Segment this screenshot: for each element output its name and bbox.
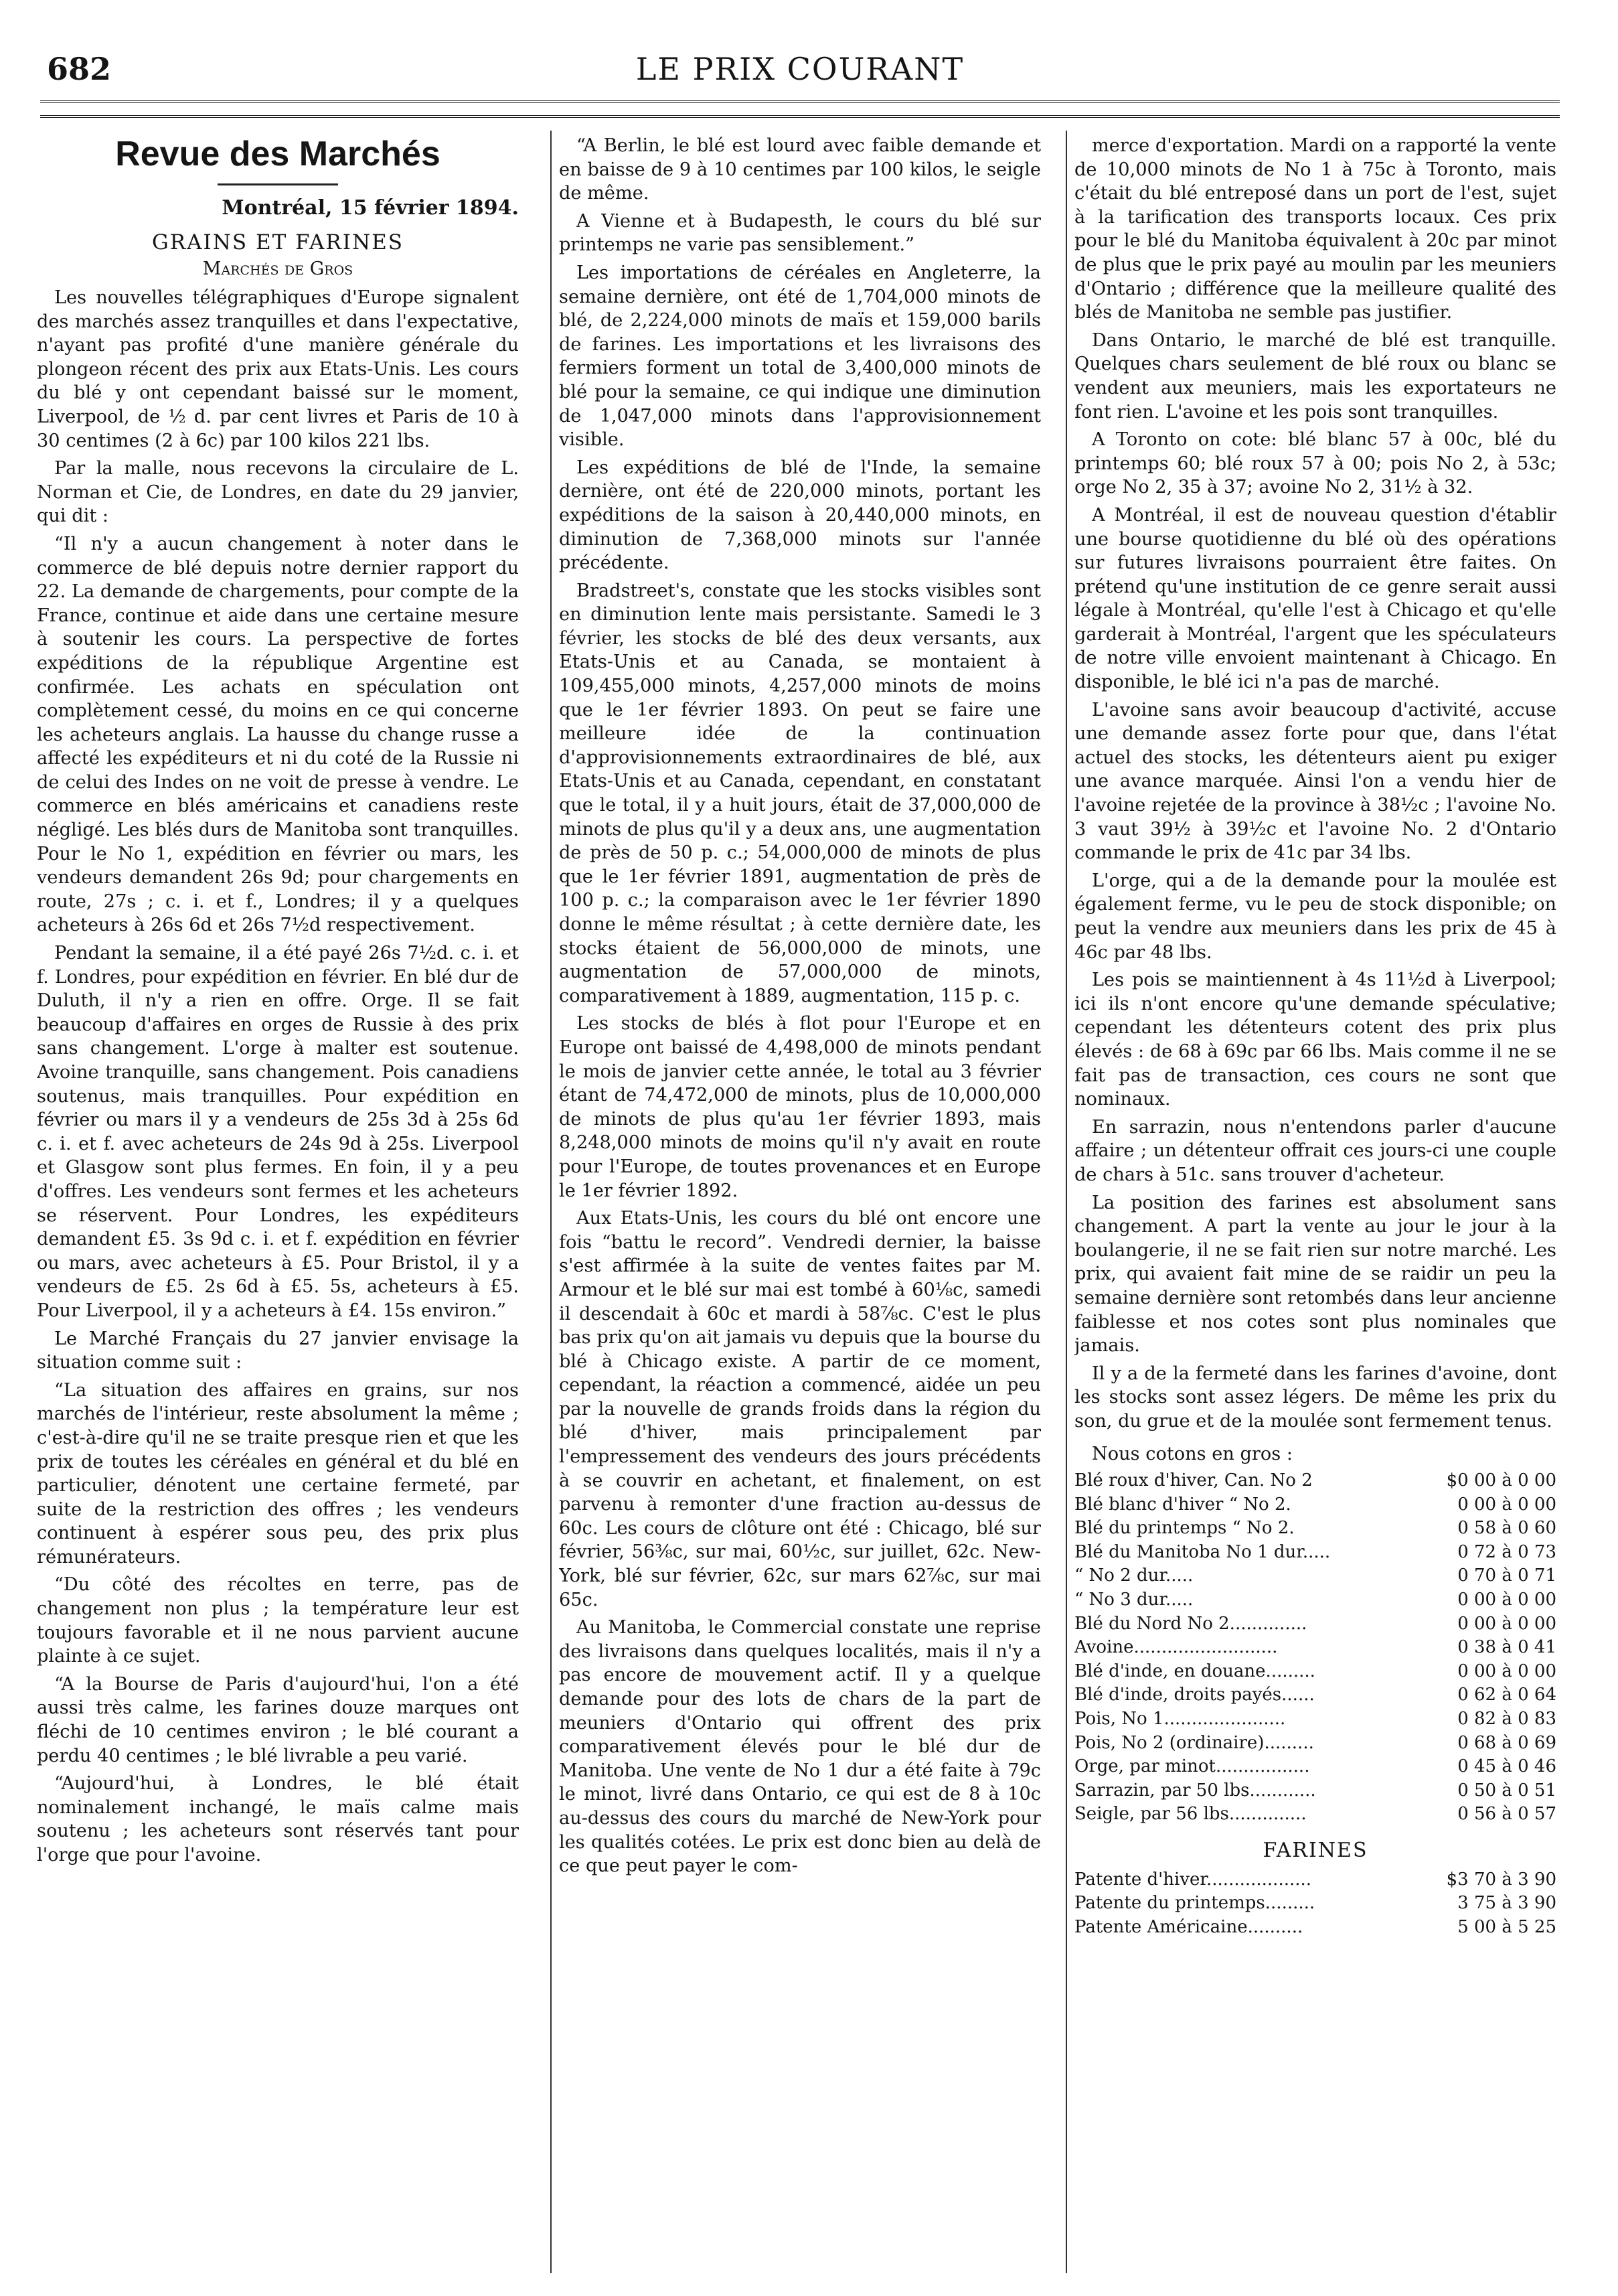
price-row (1074, 1636, 1556, 1660)
price-row (1074, 1755, 1556, 1779)
paragraph: Aux Etats-Unis, les cours du blé ont encore une fois “battu le record”. Vendredi dernier, la baisse s'est affirmée à la suite de ventes faites par M. Armour et le blé sur mai est tombé à 60⅛c, samedi il descendait à 60c et mardi à 58⅞c. C'est le plus bas prix qu'on ait jamais vu depuis que la bourse du blé à Chicago existe. A partir de ce moment, cependant, la réaction a commencé, aidée un peu par la nouvelle de grands froids dans la région du blé d'hiver, mais principalement par l'empressement des vendeurs des jours précédents à se couvrir en achetant, et finalement, on est parvenu à remonter d'une fraction au-dessus de 60c. Les cours de clôture ont été : Chicago, blé sur février, 56⅜c, sur mai, 60½c, sur juillet, 62c. New-York, blé sur février, 62c, sur mars 62⅞c, sur mai 65c. (559, 1208, 1041, 1610)
price-row (1074, 1517, 1556, 1541)
price-row (1074, 1803, 1556, 1827)
price-value: 0 82 à 0 83 (1457, 1709, 1556, 1729)
price-row (1074, 1564, 1556, 1588)
paragraph: Il y a de la fermeté dans les farines d'avoine, dont les stocks sont assez légers. De même les prix du son, du grue et de la moulée sont fermement tenus. (1074, 1363, 1556, 1432)
paragraph: “A la Bourse de Paris d'aujourd'hui, l'on a été aussi très calme, les farines douze marques ont fléchi de 10 centimes environ ; le blé courant a perdu 40 centimes ; le blé livrable a peu varié. (37, 1673, 519, 1766)
price-value: 0 38 à 0 41 (1457, 1637, 1556, 1658)
paragraph: A Vienne et à Budapesth, le cours du blé sur printemps ne varie pas sensiblement.” (559, 210, 1041, 256)
price-label: Orge, par minot................. (1074, 1756, 1310, 1777)
page-number: 682 (47, 51, 112, 87)
price-row (1074, 1612, 1556, 1636)
price-label: Blé du Nord No 2.............. (1074, 1613, 1307, 1634)
price-row (1074, 1732, 1556, 1756)
paragraph: Le Marché Français du 27 janvier envisage la situation comme suit : (37, 1328, 519, 1373)
dateline: Montréal, 15 février 1894. (222, 196, 519, 220)
header-rule-lower (40, 115, 1560, 118)
paragraph: Bradstreet's, constate que les stocks visibles sont en diminution lente mais persistante. Samedi le 3 février, les stocks de blé des deux versants, aux Etats-Unis et au Canada, se montaient à 109,455,000 minots, 4,257,000 minots de moins que le 1er février 1893. On peut se faire une meilleure idée de la continuation d'approvisionnements extraordinaires de blé, aux Etats-Unis et au Canada, cependant, en constatant que le total, il y a huit jours, était de 37,000,000 de minots de plus qu'il y a deux ans, une augmentation de près de 50 p. c.; 54,000,000 de minots de plus que le 1er février 1891, augmentation de près de 100 p. c.; la comparaison avec le 1er février 1890 donne le même résultat ; à cette dernière date, les stocks étaient de 56,000,000 de minots, une augmentation de 57,000,000 de minots, comparativement à 1889, augmentation, 115 p. c. (559, 580, 1041, 1006)
column-3 (1074, 134, 1556, 2277)
price-label: Avoine.......................... (1074, 1637, 1278, 1658)
title-underline (218, 183, 338, 185)
paragraph: Les pois se maintiennent à 4s 11½d à Liverpool; ici ils n'ont encore qu'une demande spéculative; cependant les détenteurs cotent des prix plus élevés : de 68 à 69c par 66 lbs. Mais comme il ne se fait pas de transaction, ces cours ne sont que nominaux. (1074, 970, 1556, 1110)
publication-title: LE PRIX COURANT (635, 51, 965, 87)
price-row (1074, 1493, 1556, 1517)
column-divider (550, 131, 552, 2273)
price-list-intro: Nous cotons en gros : (1092, 1444, 1293, 1465)
header-rule (40, 100, 1560, 103)
column-2 (559, 134, 1041, 2277)
flour-price-rows (1074, 1868, 1556, 1940)
section-heading: GRAINS ET FARINES (152, 230, 404, 254)
price-row (1074, 1916, 1556, 1940)
price-value: 3 75 à 3 90 (1457, 1893, 1556, 1914)
price-label: Blé d'inde, droits payés...... (1074, 1685, 1315, 1705)
paragraph: A Toronto on cote: blé blanc 57 à 00c, blé du printemps 60; blé roux 57 à 00; pois No 2, à 53c; orge No 2, 35 à 37; avoine No 2, 31½ à 32. (1074, 429, 1556, 498)
price-row (1074, 1868, 1556, 1892)
price-label: Blé d'inde, en douane......... (1074, 1661, 1315, 1681)
price-label: Blé du printemps “ No 2. (1074, 1518, 1295, 1539)
paragraph: Pendant la semaine, il a été payé 26s 7½d. c. i. et f. Londres, pour expédition en février. En blé dur de Duluth, il n'y a rien en offre. Orge. Il se fait beaucoup d'affaires en orges de Russie à des prix sans changement. L'orge à malter est soutenue. Avoine tranquille, sans changement. Pois canadiens soutenus, mais tranquilles. Pour expédition en février ou mars il y a vendeurs de 25s 3d à 25s 6d c. i. et f. avec acheteurs de 24s 9d à 25s. Liverpool et Glasgow sont plus fermes. En foin, il y a peu d'offres. Les vendeurs sont fermes et les acheteurs se réservent. Pour Londres, les expéditeurs demandent £5. 3s 9d c. i. et f. expédition en février ou mars, avec acheteurs à £5. Pour Bristol, il y a vendeurs de £5. 2s 6d à £5. 5s, acheteurs à £5. Pour Liverpool, il y a acheteurs à £4. 15s environ.” (37, 943, 519, 1321)
paragraph: “A Berlin, le blé est lourd avec faible demande et en baisse de 9 à 10 centimes par 100 kilos, le seigle de même. (559, 135, 1041, 204)
paragraph: Les nouvelles télégraphiques d'Europe signalent des marchés assez tranquilles et dans l'expectative, n'ayant pas profité d'une manière générale du plongeon récent des prix aux Etats-Unis. Les cours du blé y ont cependant baissé sur le moment, Liverpool, de ½ d. par cent livres et Paris de 10 à 30 centimes (2 à 6c) par 100 kilos 221 lbs. (37, 287, 519, 451)
paragraph: Dans Ontario, le marché de blé est tranquille. Quelques chars seulement de blé roux ou blanc se vendent aux meuniers, mais les exportateurs ne font rien. L'avoine et les pois sont tranquilles. (1074, 329, 1556, 423)
paragraph: Les importations de céréales en Angleterre, la semaine dernière, ont été de 1,704,000 minots de blé, de 2,224,000 minots de maïs et 159,000 barils de farines. Les importations et les livraisons des fermiers forment un total de 3,400,000 minots de blé pour la semaine, ce qui indique une diminution de 1,047,000 minots dans l'approvisionnement visible. (559, 262, 1041, 451)
price-label: Pois, No 1...................... (1074, 1709, 1286, 1729)
price-value: 0 45 à 0 46 (1457, 1756, 1556, 1777)
paragraph: L'orge, qui a de la demande pour la moulée est également ferme, vu le peu de stock disponible; on peut la vendre aux meuniers dans les prix de 45 à 46c par 48 lbs. (1074, 870, 1556, 963)
price-row (1074, 1469, 1556, 1493)
grain-price-rows (1074, 1469, 1556, 1827)
price-value: $0 00 à 0 00 (1446, 1470, 1556, 1491)
paragraph: merce d'exportation. Mardi on a rapporté la vente de 10,000 minots de No 1 à 75c à Toronto, mais c'était du blé entreposé dans un port de l'est, sujet à la tarification des transports locaux. Ces prix pour le blé du Manitoba équivalent à 20c par minot de plus que le prix payé au moulin par les meuniers d'Ontario ; différence que la meilleure qualité des blés de Manitoba ne semble pas justifier. (1074, 135, 1556, 323)
price-row (1074, 1588, 1556, 1612)
price-row (1074, 1541, 1556, 1565)
price-label: “ No 3 dur..... (1074, 1590, 1194, 1610)
article-title: Revue des Marchés (115, 135, 440, 173)
price-value: 0 00 à 0 00 (1457, 1494, 1556, 1515)
price-row (1074, 1707, 1556, 1732)
price-value: 0 70 à 0 71 (1457, 1565, 1556, 1586)
farines-heading: FARINES (1263, 1838, 1368, 1862)
price-value: 0 58 à 0 60 (1457, 1518, 1556, 1539)
paragraph: Les expéditions de blé de l'Inde, la semaine dernière, ont été de 220,000 minots, portant les expéditions de la saison à 20,440,000 minots, en diminution de 7,368,000 minots sur l'année précédente. (559, 457, 1041, 574)
price-row (1074, 1683, 1556, 1707)
price-list (1074, 1442, 1556, 1939)
price-label: Patente du printemps......... (1074, 1893, 1315, 1914)
price-row (1074, 1892, 1556, 1916)
price-value: 0 68 à 0 69 (1457, 1732, 1556, 1753)
price-label: Blé roux d'hiver, Can. No 2 (1074, 1470, 1313, 1491)
price-value: 0 00 à 0 00 (1457, 1661, 1556, 1681)
price-value: 0 00 à 0 00 (1457, 1613, 1556, 1634)
price-label: Blé du Manitoba No 1 dur..... (1074, 1541, 1331, 1562)
price-value: $3 70 à 3 90 (1446, 1869, 1556, 1890)
paragraph: L'avoine sans avoir beaucoup d'activité, accuse une demande assez forte pour que, dans l'état actuel des stocks, les détenteurs aient pu exiger une avance marquée. Ainsi l'on a vendu hier de l'avoine rejetée de la province à 38½c ; l'avoine No. 3 vaut 39½ à 39½c et l'avoine No. 2 d'Ontario commande le prix de 41c par 34 lbs. (1074, 699, 1556, 864)
price-label: Patente Américaine.......... (1074, 1916, 1303, 1937)
price-value: 0 72 à 0 73 (1457, 1541, 1556, 1562)
paragraph: Les stocks de blés à flot pour l'Europe et en Europe ont baissé de 4,498,000 de minots pendant le mois de janvier cette année, le total au 3 février étant de 74,472,000 de minots, plus de 10,000,000 de minots de plus qu'au 1er février 1893, mais 8,248,000 minots de moins qu'il n'y avait en route pour l'Europe, de toutes provenances et en Europe le 1er février 1892. (559, 1013, 1041, 1201)
price-label: Patente d'hiver................... (1074, 1869, 1312, 1890)
paragraph: “La situation des affaires en grains, sur nos marchés de l'intérieur, reste absolument la même ; c'est-à-dire qu'il ne se traite presque rien et que les prix de toutes les céréales en général et du blé en particulier, dénotent une certaine fermeté, par suite de la restriction des offres ; les vendeurs continuent à espérer sous peu, des prix plus rémunérateurs. (37, 1379, 519, 1567)
price-label: Sarrazin, par 50 lbs............ (1074, 1780, 1316, 1801)
price-label: “ No 2 dur..... (1074, 1565, 1194, 1586)
paragraph: A Montréal, il est de nouveau question d'établir une bourse quotidienne du blé où des opérations sur futures livraisons pourraient être faites. On prétend qu'une institution de ce genre serait aussi légale à Montréal, qu'elle l'est à Chicago et qu'elle garderait à Montréal, l'argent que les spéculateurs de notre ville envoient maintenant à Chicago. En disponible, le blé ici n'a pas de marché. (1074, 504, 1556, 693)
paragraph: “Il n'y a aucun changement à noter dans le commerce de blé depuis notre dernier rapport du 22. La demande de chargements, pour compte de la France, continue et aide dans une certaine mesure à soutenir les cours. La perspective de fortes expéditions de la république Argentine est confirmée. Les achats en spéculation ont complètement cessé, du moins en ce qui concerne les acheteurs anglais. La hausse du change russe a affecté les expéditeurs et ni du coté de la Russie ni de celui des Indes on ne voit de presse à vendre. Le commerce en blés américains et canadiens reste négligé. Les blés durs de Manitoba sont tranquilles. Pour le No 1, expédition en février ou mars, les vendeurs demandent 26s 9d; pour chargements en route, 27s ; c. i. et f., Londres; il y a quelques acheteurs à 26s 6d et 26s 7½d respectivement. (37, 533, 519, 936)
price-row (1074, 1660, 1556, 1684)
column-1 (37, 134, 519, 2277)
price-value: 0 56 à 0 57 (1457, 1804, 1556, 1825)
column-divider (1066, 131, 1067, 2273)
price-row (1074, 1779, 1556, 1803)
price-value: 0 62 à 0 64 (1457, 1685, 1556, 1705)
price-label: Seigle, par 56 lbs.............. (1074, 1804, 1307, 1825)
paragraph: La position des farines est absolument sans changement. A part la vente au jour le jour à la boulangerie, il ne se fait rien sur notre marché. Les prix, qui avaient fait mine de se raidir un peu la semaine dernière sont retombés dans leur ancienne faiblesse et nos cotes sont plus nominales que jamais. (1074, 1192, 1556, 1357)
paragraph: Par la malle, nous recevons la circulaire de L. Norman et Cie, de Londres, en date du 29 janvier, qui dit : (37, 458, 519, 527)
price-value: 0 00 à 0 00 (1457, 1590, 1556, 1610)
price-value: 5 00 à 5 25 (1457, 1916, 1556, 1937)
paragraph: Au Manitoba, le Commercial constate une reprise des livraisons dans quelques localités, mais il n'y a pas encore de mouvement actif. Il y a quelque demande pour des lots de chars de la part de meuniers d'Ontario qui offrent des prix comparativement élevés pour le blé dur de Manitoba. Une vente de No 1 dur a été faite à 79c le minot, livré dans Ontario, ce qui est de 8 à 10c au-dessus des cours du marché de New-York pour les qualités cotées. Le prix est donc bien au delà de ce que peut payer le com- (559, 1617, 1041, 1877)
price-label: Blé blanc d'hiver “ No 2. (1074, 1494, 1291, 1515)
price-value: 0 50 à 0 51 (1457, 1780, 1556, 1801)
price-label: Pois, No 2 (ordinaire)......... (1074, 1732, 1314, 1753)
page-header (40, 48, 1560, 95)
paragraph: “Du côté des récoltes en terre, pas de changement non plus ; la température leur est toujours favorable et il ne nous parvient aucune plainte à ce sujet. (37, 1574, 519, 1667)
subsection-heading: Marchés de Gros (202, 258, 353, 279)
paragraph: En sarrazin, nous n'entendons parler d'aucune affaire ; un détenteur offrait ces jours-ci une couple de chars à 51c. sans trouver d'acheteur. (1074, 1116, 1556, 1185)
paragraph: “Aujourd'hui, à Londres, le blé était nominalement inchangé, le maïs calme mais soutenu ; les acheteurs sont réservés tant pour l'orge que pour l'avoine. (37, 1773, 519, 1865)
